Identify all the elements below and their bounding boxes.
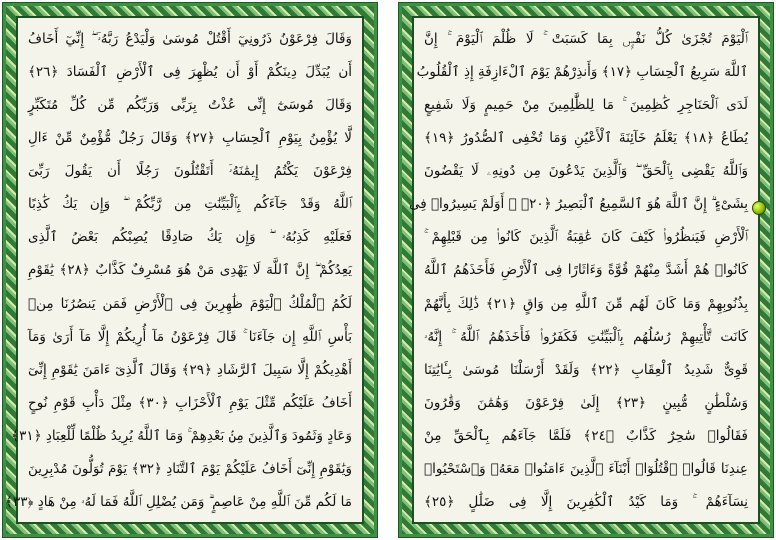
verse-line: كَانُوا۟ هُمْ أَشَدَّ مِنْهُمْ قُوَّةً وَءَاثَارًا فِى ٱلْأَرْضِ فَأَخَذَهُمُ ٱللَّهُ bbox=[424, 262, 748, 279]
verse-line: فَعَلَيْهِ كَذِبُهُۥ ۖ وَإِن يَكُ صَادِقًا يُصِبْكُم بَعْضُ ٱلَّذِى bbox=[28, 229, 352, 246]
verse-line: وَقَالَ مُوسَىٰٓ إِنِّى عُذْتُ بِرَبِّى وَرَبِّكُم مِّن كُلِّ مُتَكَبِّرٍ bbox=[28, 97, 352, 114]
verse-line: أَهْدِيكُمْ إِلَّا سَبِيلَ ٱلرَّشَادِ ﴿٢٩﴾ وَقَالَ ٱلَّذِىٓ ءَامَنَ يَٰقَوْمِ إِنِّىٓ bbox=[28, 361, 352, 378]
verse-line: ٱلْيَوْمَ تُجْزَىٰ كُلُّ نَفْسٍۭ بِمَا كَسَبَتْ ۚ لَا ظُلْمَ ٱلْيَوْمَ ۚ إِنَّ bbox=[424, 31, 748, 47]
verse-line: لَّا يُؤْمِنُ بِيَوْمِ ٱلْحِسَابِ ﴿٢٧﴾ وَقَالَ رَجُلٌ مُّؤْمِنٌ مِّنْ ءَالِ bbox=[28, 130, 353, 147]
verse-line: وَعَادٍ وَثَمُودَ وَٱلَّذِينَ مِنۢ بَعْدِهِمْ ۚ وَمَا ٱللَّهُ يُرِيدُ ظُلْمًا لِّلْعِبَادِ ﴿٣١﴾ bbox=[11, 427, 352, 444]
verse-line: أَخَافُ عَلَيْكُم مِّثْلَ يَوْمِ ٱلْأَحْزَابِ ﴿٣٠﴾ مِثْلَ دَأْبِ قَوْمِ نُوحٍ bbox=[28, 394, 352, 411]
verse-line: نِسَآءَهُمْ ۚ وَمَا كَيْدُ ٱلْكَٰفِرِينَ إِلَّا فِى ضَلَٰلٍ ﴿٢٥﴾ bbox=[424, 493, 748, 510]
left-mushaf-page bbox=[398, 2, 774, 538]
verse-line: بَأْسِ ٱللَّهِ إِن جَآءَنَا ۚ قَالَ فِرْعَوْنُ مَآ أُرِيكُمْ إِلَّا مَآ أَرَىٰ وَمَآ bbox=[28, 328, 352, 345]
verse-line: فِرْعَوْنَ يَكْتُمُ إِيمَٰنَهُۥٓ أَتَقْتُلُونَ رَجُلًا أَن يَقُولَ رَبِّىَ bbox=[28, 163, 352, 180]
page-text-area bbox=[408, 18, 758, 522]
verse-line: بِشَىْءٍ ۗ إِنَّ ٱللَّهَ هُوَ ٱلسَّمِيعُ ٱلْبَصِيرُ ﴿٢٠﴾ ۞ أَوَلَمْ يَسِيرُوا۟ فِى bbox=[408, 196, 748, 213]
verse-line: فَقَالُوا۟ سَٰحِرٌ كَذَّابٌ ﴿٢٤﴾ فَلَمَّا جَآءَهُم بِٱلْحَقِّ مِنْ bbox=[424, 427, 748, 444]
verse-line: مَا لَكُم مِّنَ ٱللَّهِ مِنْ عَاصِمٍ ۗ وَمَن يُضْلِلِ ٱللَّهُ فَمَا لَهُۥ مِنْ هَادٍ ﴿٣٣﴾ bbox=[5, 493, 352, 510]
verse-line: قَوِىٌّ شَدِيدُ ٱلْعِقَابِ ﴿٢٢﴾ وَلَقَدْ أَرْسَلْنَا مُوسَىٰ بِـَٔايَٰتِنَا bbox=[424, 361, 748, 378]
right-mushaf-page bbox=[2, 2, 378, 538]
verse-line: كَانَت تَّأْتِيهِمْ رُسُلُهُم بِٱلْبَيِّنَٰتِ فَكَفَرُوا۟ فَأَخَذَهُمُ ٱللَّهُ ۚ إِنَّهُۥ bbox=[424, 328, 748, 345]
verse-line: بِذُنُوبِهِمْ وَمَا كَانَ لَهُم مِّنَ ٱللَّهِ مِن وَاقٍ ﴿٢١﴾ ذَٰلِكَ بِأَنَّهُمْ bbox=[424, 295, 748, 312]
verse-line: ٱللَّهُ وَقَدْ جَآءَكُم بِٱلْبَيِّنَٰتِ مِن رَّبِّكُمْ ۖ وَإِن يَكُ كَٰذِبًا bbox=[28, 196, 352, 213]
verse-line: عِندِنَا قَالُوا۟ ٱقْتُلُوٓا۟ أَبْنَآءَ ٱلَّذِينَ ءَامَنُوا۟ مَعَهُۥ وَٱسْتَحْيُوا۟ bbox=[424, 460, 748, 477]
verse-line: وَقَالَ فِرْعَوْنُ ذَرُونِيٓ أَقْتُلْ مُوسَىٰ وَلْيَدْعُ رَبَّهُۥٓ ۖ إِنِّيٓ أَخَافُ bbox=[28, 31, 352, 47]
verse-line: وَيَٰقَوْمِ إِنِّىٓ أَخَافُ عَلَيْكُمْ يَوْمَ ٱلتَّنَادِ ﴿٣٢﴾ يَوْمَ تُوَلُّونَ مُدْبِرِينَ bbox=[28, 460, 353, 477]
verse-line: لَكُمُ ٱلْمُلْكُ ٱلْيَوْمَ ظَٰهِرِينَ فِى ٱلْأَرْضِ فَمَن يَنصُرُنَا مِنۢ bbox=[28, 295, 352, 312]
verse-line: لَدَى ٱلْحَنَاجِرِ كَٰظِمِينَ ۚ مَا لِلظَّٰلِمِينَ مِنْ حَمِيمٍ وَلَا شَفِيعٍ bbox=[424, 97, 748, 114]
page-inner-frame bbox=[408, 16, 760, 524]
verse-line: ٱلْأَرْضِ فَيَنظُرُوا۟ كَيْفَ كَانَ عَٰقِبَةُ ٱلَّذِينَ كَانُوا۟ مِن قَبْلِهِمْ ۚ bbox=[424, 229, 748, 246]
verse-line: وَٱللَّهُ يَقْضِى بِٱلْحَقِّ ۖ وَٱلَّذِينَ يَدْعُونَ مِن دُونِهِۦ لَا يَقْضُونَ bbox=[424, 163, 748, 180]
bookmark-dot-icon[interactable] bbox=[752, 201, 766, 215]
verse-line: أَن يُبَدِّلَ دِينَكُمْ أَوْ أَن يُظْهِرَ فِى ٱلْأَرْضِ ٱلْفَسَادَ ﴿٢٦﴾ bbox=[28, 64, 352, 81]
page-text-area bbox=[5, 18, 362, 522]
verse-line: يُطَاعُ ﴿١٨﴾ يَعْلَمُ خَآئِنَةَ ٱلْأَعْيُنِ وَمَا تُخْفِى ٱلصُّدُورُ ﴿١٩﴾ bbox=[424, 130, 748, 147]
page-inner-frame bbox=[5, 16, 364, 524]
verse-line: ٱللَّهَ سَرِيعُ ٱلْحِسَابِ ﴿١٧﴾ وَأَنذِرْهُمْ يَوْمَ ٱلْءَازِفَةِ إِذِ ٱلْقُلُوبُ bbox=[416, 64, 748, 81]
verse-line: وَسُلْطَٰنٍ مُّبِينٍ ﴿٢٣﴾ إِلَىٰ فِرْعَوْنَ وَهَٰمَٰنَ وَقَٰرُونَ bbox=[424, 394, 748, 411]
verse-line: يَعِدُكُمْ ۖ إِنَّ ٱللَّهَ لَا يَهْدِى مَنْ هُوَ مُسْرِفٌ كَذَّابٌ ﴿٢٨﴾ يَٰقَوْمِ bbox=[28, 262, 352, 279]
